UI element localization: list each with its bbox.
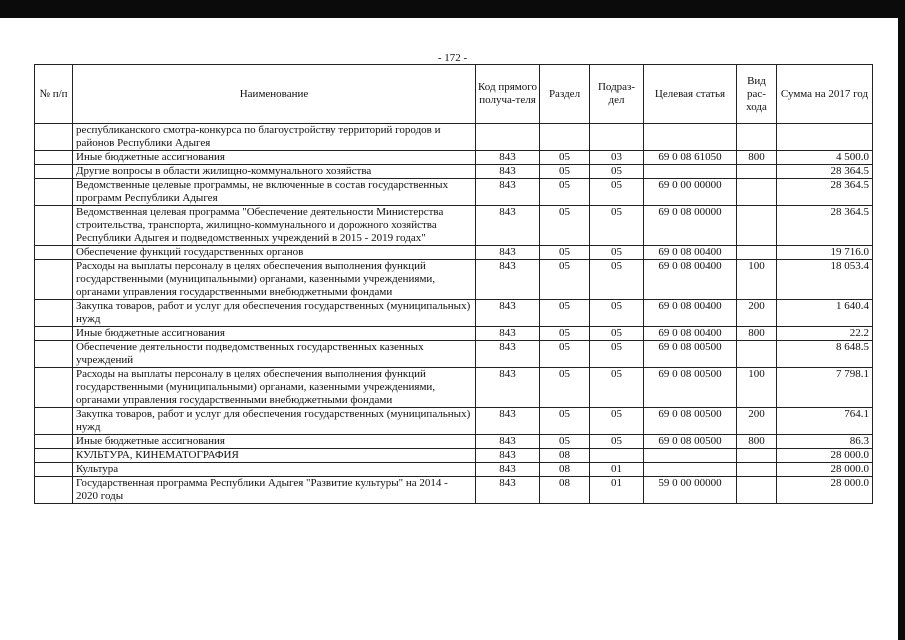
cell-type: 100: [737, 368, 777, 408]
header-name: Наименование: [73, 65, 476, 124]
cell-type: 800: [737, 327, 777, 341]
cell-type: 200: [737, 408, 777, 435]
cell-subsection: 05: [590, 327, 644, 341]
cell-num: [35, 449, 73, 463]
cell-section: 05: [540, 408, 590, 435]
table-row: [35, 124, 873, 151]
cell-section: 05: [540, 435, 590, 449]
cell-code: 843: [476, 327, 540, 341]
cell-type: [737, 124, 777, 151]
cell-name: Обеспечение функций государственных органов: [73, 246, 476, 260]
cell-num: [35, 124, 73, 151]
table-row: [35, 151, 873, 165]
cell-num: [35, 368, 73, 408]
cell-subsection: 05: [590, 165, 644, 179]
table-row: [35, 179, 873, 206]
cell-num: [35, 327, 73, 341]
cell-name: Иные бюджетные ассигнования: [73, 327, 476, 341]
cell-name: Расходы на выплаты персоналу в целях обеспечения выполнения функций государственными (муниципальными) органами, казенными учреждениями, органами управления государственными внебюджетными фондами: [73, 260, 476, 300]
cell-type: 800: [737, 151, 777, 165]
cell-code: 843: [476, 477, 540, 504]
cell-subsection: 01: [590, 477, 644, 504]
cell-target: 69 0 08 61050: [644, 151, 737, 165]
cell-sum: 7 798.1: [777, 368, 873, 408]
cell-name: Ведомственная целевая программа "Обеспечение деятельности Министерства строительства, транспорта, жилищно-коммунального и дорожного хозяйства Республики Адыгея и подведомственных учреждений в 2015 - 2019 годах": [73, 206, 476, 246]
cell-code: 843: [476, 435, 540, 449]
cell-code: 843: [476, 408, 540, 435]
cell-type: [737, 206, 777, 246]
cell-target: [644, 463, 737, 477]
cell-type: [737, 246, 777, 260]
cell-sum: 18 053.4: [777, 260, 873, 300]
cell-code: 843: [476, 341, 540, 368]
cell-target: 69 0 08 00400: [644, 327, 737, 341]
table-row: [35, 206, 873, 246]
cell-code: 843: [476, 165, 540, 179]
cell-code: 843: [476, 300, 540, 327]
table-row: [35, 477, 873, 504]
cell-target: 69 0 08 00500: [644, 408, 737, 435]
cell-section: 05: [540, 341, 590, 368]
cell-code: [476, 124, 540, 151]
cell-subsection: 05: [590, 206, 644, 246]
cell-sum: [777, 124, 873, 151]
cell-num: [35, 435, 73, 449]
header-section: Раздел: [540, 65, 590, 124]
cell-name: Иные бюджетные ассигнования: [73, 435, 476, 449]
table-row: [35, 246, 873, 260]
cell-name: Закупка товаров, работ и услуг для обеспечения государственных (муниципальных) нужд: [73, 300, 476, 327]
header-type: Вид рас-хода: [737, 65, 777, 124]
cell-target: [644, 165, 737, 179]
cell-section: 08: [540, 449, 590, 463]
table-row: [35, 449, 873, 463]
cell-name: Обеспечение деятельности подведомственных государственных казенных учреждений: [73, 341, 476, 368]
cell-num: [35, 300, 73, 327]
cell-subsection: 05: [590, 408, 644, 435]
cell-name: Расходы на выплаты персоналу в целях обеспечения выполнения функций государственными (муниципальными) органами, казенными учреждениями, органами управления государственными внебюджетными фондами: [73, 368, 476, 408]
cell-type: [737, 179, 777, 206]
scan-border-top: [0, 0, 905, 18]
cell-sum: 28 000.0: [777, 449, 873, 463]
cell-sum: 28 364.5: [777, 206, 873, 246]
cell-section: 05: [540, 368, 590, 408]
cell-target: 69 0 08 00400: [644, 260, 737, 300]
cell-subsection: 05: [590, 368, 644, 408]
table-row: [35, 260, 873, 300]
cell-type: 100: [737, 260, 777, 300]
header-target: Целевая статья: [644, 65, 737, 124]
cell-subsection: 05: [590, 300, 644, 327]
table-row: [35, 300, 873, 327]
cell-num: [35, 206, 73, 246]
cell-type: [737, 341, 777, 368]
cell-section: 05: [540, 165, 590, 179]
cell-code: 843: [476, 260, 540, 300]
header-code: Код прямого получа-теля: [476, 65, 540, 124]
table-row: [35, 463, 873, 477]
cell-section: 05: [540, 300, 590, 327]
cell-sum: 19 716.0: [777, 246, 873, 260]
table-row: [35, 327, 873, 341]
table-header-row: [35, 65, 873, 124]
table-row: [35, 341, 873, 368]
cell-target: 69 0 08 00500: [644, 368, 737, 408]
cell-subsection: 05: [590, 341, 644, 368]
cell-sum: 28 364.5: [777, 165, 873, 179]
cell-sum: 1 640.4: [777, 300, 873, 327]
cell-name: республиканского смотра-конкурса по благоустройству территорий городов и районов Республики Адыгея: [73, 124, 476, 151]
cell-sum: 8 648.5: [777, 341, 873, 368]
table-row: [35, 408, 873, 435]
cell-target: 69 0 08 00400: [644, 246, 737, 260]
cell-section: 05: [540, 206, 590, 246]
cell-num: [35, 477, 73, 504]
cell-subsection: 05: [590, 260, 644, 300]
cell-section: 05: [540, 260, 590, 300]
cell-sum: 4 500.0: [777, 151, 873, 165]
cell-section: 08: [540, 477, 590, 504]
page-number: - 172 -: [437, 52, 468, 64]
cell-subsection: 01: [590, 463, 644, 477]
cell-target: 69 0 08 00000: [644, 206, 737, 246]
cell-subsection: [590, 124, 644, 151]
cell-section: [540, 124, 590, 151]
cell-num: [35, 165, 73, 179]
cell-type: [737, 165, 777, 179]
cell-code: 843: [476, 368, 540, 408]
header-sum: Сумма на 2017 год: [777, 65, 873, 124]
cell-code: 843: [476, 449, 540, 463]
cell-type: [737, 463, 777, 477]
cell-name: Культура: [73, 463, 476, 477]
cell-target: [644, 449, 737, 463]
cell-type: [737, 449, 777, 463]
cell-num: [35, 246, 73, 260]
cell-sum: 28 364.5: [777, 179, 873, 206]
cell-code: 843: [476, 463, 540, 477]
cell-subsection: 05: [590, 435, 644, 449]
cell-subsection: 03: [590, 151, 644, 165]
cell-code: 843: [476, 206, 540, 246]
cell-name: Закупка товаров, работ и услуг для обеспечения государственных (муниципальных) нужд: [73, 408, 476, 435]
cell-type: 800: [737, 435, 777, 449]
cell-name: КУЛЬТУРА, КИНЕМАТОГРАФИЯ: [73, 449, 476, 463]
table-row: [35, 165, 873, 179]
cell-num: [35, 408, 73, 435]
header-subsection: Подраз-дел: [590, 65, 644, 124]
table-row: [35, 435, 873, 449]
cell-section: 05: [540, 327, 590, 341]
table-body: [35, 124, 873, 504]
cell-num: [35, 341, 73, 368]
cell-section: 08: [540, 463, 590, 477]
cell-sum: 22.2: [777, 327, 873, 341]
cell-code: 843: [476, 151, 540, 165]
cell-code: 843: [476, 246, 540, 260]
cell-sum: 86.3: [777, 435, 873, 449]
cell-subsection: 05: [590, 179, 644, 206]
cell-target: 69 0 08 00500: [644, 435, 737, 449]
cell-code: 843: [476, 179, 540, 206]
header-num: № п/п: [35, 65, 73, 124]
cell-sum: 28 000.0: [777, 463, 873, 477]
budget-table: [34, 64, 873, 504]
cell-target: 69 0 00 00000: [644, 179, 737, 206]
cell-name: Ведомственные целевые программы, не включенные в состав государственных программ Республики Адыгея: [73, 179, 476, 206]
cell-name: Государственная программа Республики Адыгея "Развитие культуры" на 2014 - 2020 годы: [73, 477, 476, 504]
cell-num: [35, 179, 73, 206]
cell-target: 59 0 00 00000: [644, 477, 737, 504]
cell-sum: 28 000.0: [777, 477, 873, 504]
cell-subsection: [590, 449, 644, 463]
cell-sum: 764.1: [777, 408, 873, 435]
cell-section: 05: [540, 179, 590, 206]
cell-section: 05: [540, 246, 590, 260]
cell-num: [35, 463, 73, 477]
cell-type: [737, 477, 777, 504]
cell-num: [35, 260, 73, 300]
scan-border-right: [898, 0, 905, 640]
cell-section: 05: [540, 151, 590, 165]
cell-name: Иные бюджетные ассигнования: [73, 151, 476, 165]
cell-num: [35, 151, 73, 165]
cell-target: 69 0 08 00500: [644, 341, 737, 368]
cell-subsection: 05: [590, 246, 644, 260]
table-row: [35, 368, 873, 408]
cell-type: 200: [737, 300, 777, 327]
cell-target: 69 0 08 00400: [644, 300, 737, 327]
cell-target: [644, 124, 737, 151]
cell-name: Другие вопросы в области жилищно-коммунального хозяйства: [73, 165, 476, 179]
